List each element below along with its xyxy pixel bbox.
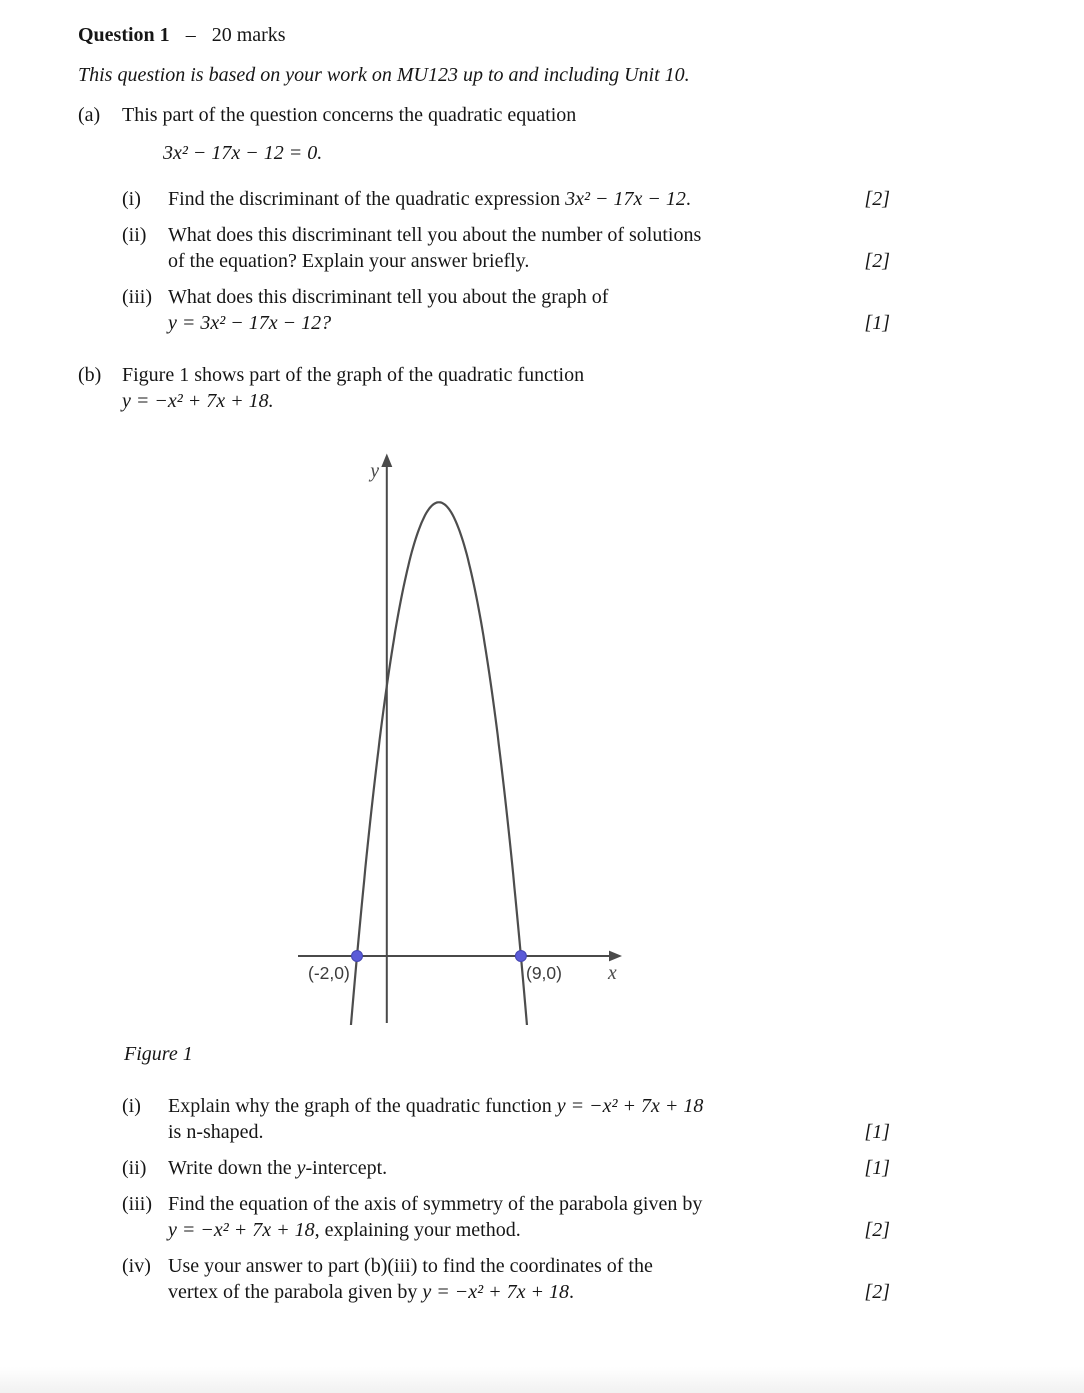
item-marks: [1] <box>864 1157 890 1179</box>
item-label: (iii) <box>122 1193 152 1215</box>
text-run: . <box>568 1281 574 1303</box>
text-run: Find the discriminant of the quadratic expression <box>168 188 566 210</box>
question-item <box>122 222 890 274</box>
figure-1-graph <box>295 450 645 1025</box>
item-marks: [1] <box>864 312 890 334</box>
header-dash: – <box>185 24 196 46</box>
part-a-equation: 3x² − 17x − 12 = 0. <box>163 142 323 164</box>
x-intercept-point-left <box>352 951 363 962</box>
part-b-label: (b) <box>78 364 102 386</box>
question-header <box>78 22 890 48</box>
part-b-intro <box>122 362 890 414</box>
text-run: Figure 1 shows part of the graph of the quadratic function <box>122 364 585 386</box>
total-marks: 20 marks <box>211 24 286 46</box>
x-intercept-label-right: (9,0) <box>526 963 562 983</box>
item-text <box>168 284 850 336</box>
y-axis-label: y <box>370 461 379 482</box>
question-item <box>122 1155 890 1181</box>
text-run: of the equation? Explain your answer briefly. <box>168 250 530 272</box>
item-marks: [2] <box>864 1281 890 1303</box>
x-axis-label: x <box>608 963 617 984</box>
item-marks: [1] <box>864 1121 890 1143</box>
part-a-label: (a) <box>78 104 101 126</box>
item-label: (iii) <box>122 286 152 308</box>
item-label: (ii) <box>122 224 147 246</box>
parabola-curve <box>350 502 528 1025</box>
math-expression: y = −x² + 7x + 18. <box>122 390 274 412</box>
question-item <box>122 1191 890 1243</box>
item-marks: [2] <box>864 1219 890 1241</box>
item-text <box>168 1155 850 1181</box>
question-item <box>122 284 890 336</box>
part-a-body <box>122 102 890 346</box>
page-bottom-fade <box>0 1367 1084 1393</box>
y-axis-arrow-icon <box>381 454 392 468</box>
item-label: (iv) <box>122 1255 151 1277</box>
part-a-items <box>122 186 890 336</box>
item-label: (ii) <box>122 1157 147 1179</box>
item-text <box>168 186 850 212</box>
text-run: Explain why the graph of the quadratic function <box>168 1095 557 1117</box>
math-expression: y = −x² + 7x + 18 <box>168 1219 315 1241</box>
text-run: What does this discriminant tell you about the number of solutions <box>168 224 702 246</box>
item-marks: [2] <box>864 250 890 272</box>
question-title: Question 1 <box>78 24 170 46</box>
text-run: Find the equation of the axis of symmetry of the parabola given by <box>168 1193 703 1215</box>
question-item <box>122 1253 890 1305</box>
question-intro: This question is based on your work on MU123 up to and including Unit 10. <box>78 64 690 86</box>
item-text <box>168 1093 850 1145</box>
part-b <box>78 362 890 1315</box>
math-expression: y = 3x² − 17x − 12? <box>168 312 332 334</box>
text-run: -intercept. <box>305 1157 388 1179</box>
text-run: . <box>685 188 691 210</box>
item-text <box>168 1191 850 1243</box>
text-run: , explaining your method. <box>314 1219 521 1241</box>
part-b-items <box>122 1093 890 1305</box>
math-expression: 3x² − 17x − 12 <box>565 188 686 210</box>
text-run: Use your answer to part (b)(iii) to find the coordinates of the <box>168 1255 653 1277</box>
text-run: What does this discriminant tell you about the graph of <box>168 286 609 308</box>
text-run: Write down the <box>168 1157 297 1179</box>
item-label: (i) <box>122 188 141 210</box>
math-expression: y <box>296 1157 306 1179</box>
text-run: vertex of the parabola given by <box>168 1281 423 1303</box>
x-intercept-point-right <box>515 951 526 962</box>
item-text <box>168 222 850 274</box>
item-label: (i) <box>122 1095 141 1117</box>
question-item <box>122 186 890 212</box>
figure-1 <box>295 450 890 1025</box>
question-item <box>122 1093 890 1145</box>
part-b-body <box>122 362 890 1315</box>
x-axis-arrow-icon <box>609 951 622 962</box>
part-a <box>78 102 890 346</box>
part-a-intro: This part of the question concerns the quadratic equation <box>122 104 577 126</box>
math-expression: y = −x² + 7x + 18 <box>556 1095 704 1117</box>
math-expression: y = −x² + 7x + 18 <box>422 1281 569 1303</box>
figure-caption: Figure 1 <box>124 1043 193 1065</box>
text-run: is n-shaped. <box>168 1121 264 1143</box>
x-intercept-label-left: (-2,0) <box>308 963 350 983</box>
item-marks: [2] <box>864 188 890 210</box>
item-text <box>168 1253 850 1305</box>
